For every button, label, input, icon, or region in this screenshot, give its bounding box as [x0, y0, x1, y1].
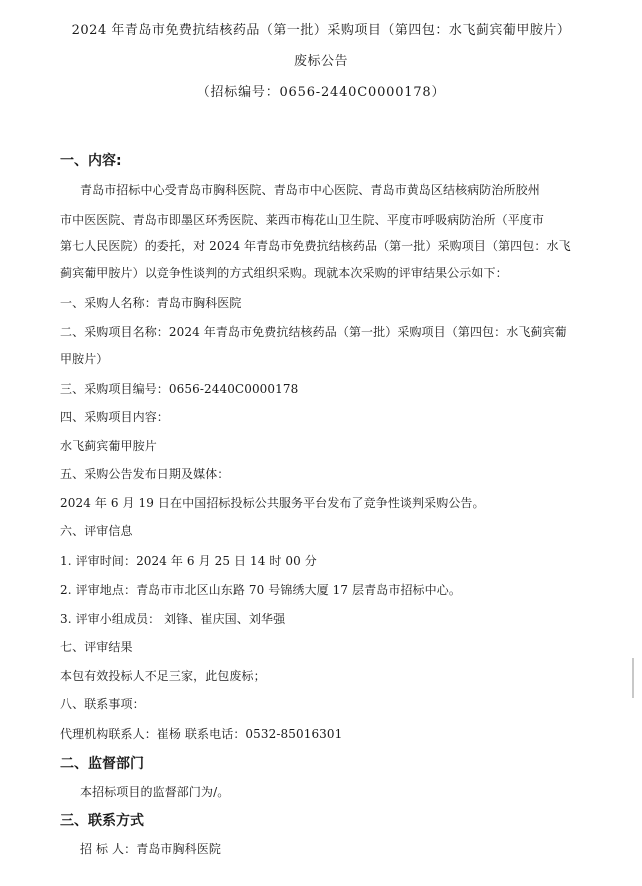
section-heading-contact: 三、联系方式	[60, 813, 144, 829]
publish-label: 五、采购公告发布日期及媒体：	[60, 467, 230, 481]
review-info-label: 六、评审信息	[60, 524, 133, 538]
section-heading-supervision: 二、监督部门	[60, 756, 144, 772]
contact-label: 八、联系事项：	[60, 697, 145, 711]
tender-number: （招标编号：0656-2440C0000178）	[196, 85, 446, 100]
intro-line-4: 蓟宾葡甲胺片）以竞争性谈判的方式组织采购。现就本次采购的评审结果公示如下：	[60, 266, 508, 280]
intro-line-1: 青岛市招标中心受青岛市胸科医院、青岛市中心医院、青岛市黄岛区结核病防治所胶州	[80, 183, 540, 197]
tenderer-name: 招 标 人：青岛市胸科医院	[80, 842, 221, 856]
project-name-line-1: 二、采购项目名称：2024 年青岛市免费抗结核药品（第一批）采购项目（第四包：水飞蓟宾葡	[60, 325, 567, 339]
contact-value: 代理机构联系人：崔杨 联系电话：0532-85016301	[60, 727, 343, 741]
document-title-line-1: 2024 年青岛市免费抗结核药品（第一批）采购项目（第四包：水飞蓟宾葡甲胺片）	[71, 23, 571, 38]
project-content-label: 四、采购项目内容：	[60, 410, 169, 424]
review-result-value: 本包有效投标人不足三家，此包废标；	[60, 669, 266, 683]
project-number: 三、采购项目编号：0656-2440C0000178	[60, 382, 299, 396]
intro-line-3: 第七人民医院）的委托，对 2024 年青岛市免费抗结核药品（第一批）采购项目（第四包：水飞	[60, 239, 571, 253]
supervision-text: 本招标项目的监督部门为/。	[80, 785, 230, 799]
review-time: 1. 评审时间：2024 年 6 月 25 日 14 时 00 分	[60, 554, 317, 568]
publish-value: 2024 年 6 月 19 日在中国招标投标公共服务平台发布了竞争性谈判采购公告。	[60, 496, 485, 510]
project-content-value: 水飞蓟宾葡甲胺片	[60, 439, 157, 453]
intro-line-2: 市中医医院、青岛市即墨区环秀医院、莱西市梅花山卫生院、平度市呼吸病防治所（平度市	[60, 213, 545, 227]
review-place: 2. 评审地点：青岛市市北区山东路 70 号锦绣大厦 17 层青岛市招标中心。	[60, 583, 461, 597]
project-name-line-2: 甲胺片）	[60, 352, 109, 366]
section-heading-content: 一、内容:	[60, 153, 122, 169]
review-result-label: 七、评审结果	[60, 640, 133, 654]
scan-edge-mark	[632, 658, 634, 698]
review-panel: 3. 评审小组成员： 刘锋、崔庆国、刘华强	[60, 612, 286, 626]
purchaser-name: 一、采购人名称：青岛市胸科医院	[60, 296, 242, 310]
document-title-line-2: 废标公告	[293, 54, 348, 69]
